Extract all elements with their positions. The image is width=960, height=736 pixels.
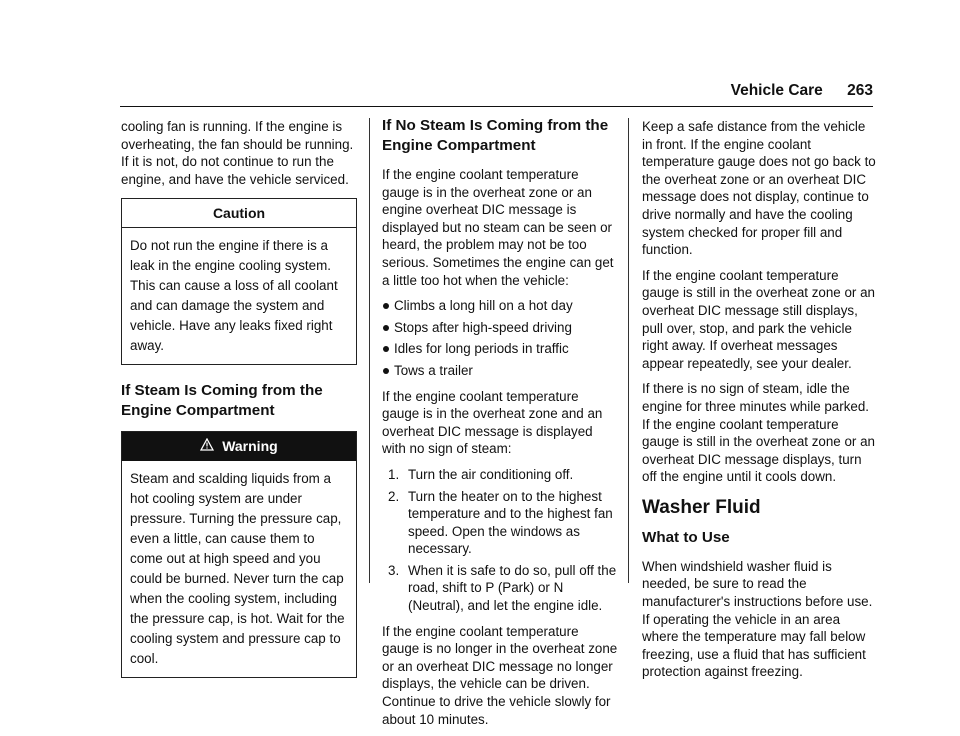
caution-title: Caution bbox=[122, 199, 356, 228]
paragraph: cooling fan is running. If the engine is overheating, the fan should be running. If it is not, do not continue to run the engine, and have the vehicle serviced. bbox=[121, 119, 354, 187]
warning-body: Steam and scalding liquids from a hot cooling system are under pressure. Turning the pressure cap, even a little, can cause them to come out at high speed and you could be burned. Never turn the cap when the cooling system, including the pressure cap, is hot. Wait for the cooling system and pressure cap to cool. bbox=[130, 470, 345, 666]
column-2 bbox=[382, 118, 618, 736]
step-text: Turn the heater on to the highest temperature and to the highest fan speed. Open the windows as necessary. bbox=[408, 488, 613, 557]
list-item bbox=[382, 488, 618, 558]
subsection-heading: What to Use bbox=[642, 528, 730, 546]
section-heading: If Steam Is Coming from the Engine Compartment bbox=[121, 381, 323, 419]
step-number: 2. bbox=[388, 488, 400, 504]
step-number: 1. bbox=[388, 466, 400, 482]
paragraph: If the engine coolant temperature gauge is still in the overheat zone or an overheat DIC message still displays, pull over, stop, and park the vehicle right away. If overheat messages appear repeatedly, see your dealer. bbox=[642, 267, 875, 371]
caution-body: Do not run the engine if there is a leak in the engine cooling system. This can cause a loss of all coolant and can damage the system and vehicle. Have any leaks fixed right away. bbox=[130, 237, 338, 353]
list-item: Stops after high-speed driving bbox=[382, 319, 618, 337]
bullet-list bbox=[382, 297, 618, 379]
page-number: 263 bbox=[847, 82, 873, 99]
paragraph: If the engine coolant temperature gauge is in the overheat zone and an overheat DIC message is displayed with no sign of steam: bbox=[382, 388, 603, 457]
list-item bbox=[382, 466, 618, 484]
header-rule bbox=[120, 106, 873, 107]
paragraph: Keep a safe distance from the vehicle in front. If the engine coolant temperature gauge does not go back to the overheat zone or an overheat DIC message does not display, continue to drive normally and have the cooling system checked for proper fill and function. bbox=[642, 119, 876, 258]
list-item: Climbs a long hill on a hot day bbox=[382, 297, 618, 315]
section-heading: Washer Fluid bbox=[642, 496, 761, 518]
paragraph: If the engine coolant temperature gauge is no longer in the overheat zone or an overheat DIC message no longer displays, the vehicle can be driven. Continue to drive the vehicle slowly for about 10 minutes. bbox=[382, 623, 618, 727]
warning-header bbox=[122, 432, 356, 461]
column-1 bbox=[121, 118, 357, 694]
warning-box bbox=[121, 431, 357, 678]
warning-triangle-icon bbox=[200, 438, 214, 456]
caution-box bbox=[121, 198, 357, 365]
paragraph: If there is no sign of steam, idle the engine for three minutes while parked. If the engine coolant temperature gauge is still in the overheat zone or an overheat DIC message displays, turn off the engine until it cools down. bbox=[642, 381, 875, 485]
section-heading: If No Steam Is Coming from the Engine Compartment bbox=[382, 117, 609, 154]
list-item: Idles for long periods in traffic bbox=[382, 340, 618, 358]
column-divider bbox=[628, 118, 629, 583]
step-number: 3. bbox=[388, 562, 400, 578]
list-item bbox=[382, 562, 618, 615]
column-divider bbox=[369, 118, 370, 583]
step-text: Turn the air conditioning off. bbox=[408, 466, 574, 482]
page-header bbox=[731, 82, 873, 100]
column-3 bbox=[642, 118, 878, 689]
list-item: Tows a trailer bbox=[382, 362, 618, 380]
warning-title: Warning bbox=[222, 437, 278, 454]
step-text: When it is safe to do so, pull off the road, shift to P (Park) or N (Neutral), and let the engine idle. bbox=[408, 562, 617, 614]
paragraph: If the engine coolant temperature gauge is in the overheat zone or an engine overheat DIC message is displayed but no steam can be seen or heard, the problem may not be too serious. Sometimes the engine can get a little too hot when the vehicle: bbox=[382, 167, 614, 288]
numbered-list bbox=[382, 466, 618, 615]
section-title: Vehicle Care bbox=[730, 82, 823, 99]
paragraph: When windshield washer fluid is needed, be sure to read the manufacturer's instructions before use. If operating the vehicle in an area where the temperature may fall below freezing, use a fluid that has sufficient protection against freezing. bbox=[642, 558, 873, 680]
